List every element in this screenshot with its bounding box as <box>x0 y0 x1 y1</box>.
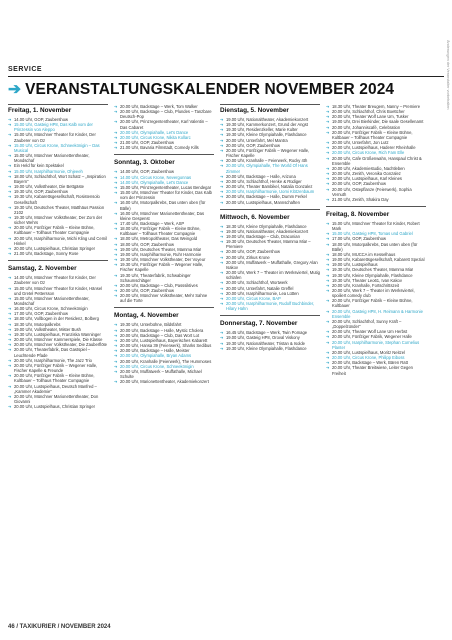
event-item: ➔ 20.00 Uhr, Lustspielhaus, Bayerisches Kabarett <box>114 338 214 343</box>
page-footer: 46 / TAXIKURIER / NOVEMBER 2024 <box>8 624 111 630</box>
day-heading: Donnerstag, 7. November <box>220 315 320 327</box>
event-item: ➔ 20.00 Uhr, Ostepflanze (Feierwerk), Sophia Vernuth <box>326 187 426 197</box>
event-item: ➔ 20.00 Uhr, Akademiestudio, Nachtleben <box>326 166 426 171</box>
event-item: ➔ 20.00 Uhr, Schlachthof, Henke & Rüdiger <box>220 179 320 184</box>
event-item: ➔ 20.00 Uhr, Zenith, Veronika Gonzalez <box>326 171 426 176</box>
event-item: ➔ 20.00 Uhr, Olympiahalle, Let's Dance <box>114 130 214 135</box>
arrow-icon: ➔ <box>8 81 22 98</box>
event-item: ➔ 18.00 Uhr, Schlachthof, Wort Schatz – „Inspiration Bayern“ <box>8 174 108 184</box>
event-item: ➔ 20.00 Uhr, Circus Krone, BAP <box>220 296 320 301</box>
event-item: ➔ 20.00 Uhr, Theater Bambikel, Natalia Gonzalez <box>220 184 320 189</box>
event-item: ➔ 20.00 Uhr, Lustspielhaus, Mannschaften <box>220 200 320 205</box>
event-item: ➔ 19.30 Uhr, Münchner Volkstheater, Der Voyeur <box>114 257 214 262</box>
event-item: ➔ 20.00 Uhr, Johanniscafé, Celebration <box>326 125 426 130</box>
event-item: ➔ 20.00 Uhr, Olympiahalle, Bryan Adams <box>114 353 214 358</box>
calendar-column-4 <box>326 104 426 622</box>
event-item: ➔ 20.00 Uhr, Fünfziger Fabrik – Wegener Halle, Fischer Kapelle & Freunde <box>8 363 108 373</box>
headline-text: VERANSTALTUNGSKALENDER NOVEMBER 2024 <box>25 81 395 98</box>
event-item: ➔ 20.00 Uhr, Backstage – Werk, Bären Ratt <box>326 360 426 365</box>
event-item: ➔ 20.00 Uhr, Muffatwerk – Muffathalle, Gregory Alan Isakov <box>220 260 320 270</box>
event-item: ➔ 19.00 Uhr, Kabarettsgesellschaft, Kabarett Spezial <box>326 257 426 262</box>
event-item: ➔ 19.00 Uhr, Nationaltheater, Akademiekonzert <box>220 117 320 122</box>
event-item: ➔ 19.30 Uhr, Unterbühne, Bildsfahrt <box>114 322 214 327</box>
event-item: ➔ 14.00 Uhr, GOP, Zaubershow <box>8 117 108 122</box>
event-item: ➔ 19.30 Uhr, Theaterfabrik, Schwabinger Schaumschläger <box>114 273 214 283</box>
event-item: ➔ 20.00 Uhr, Backstage – Halle, Mystic Cholera <box>114 328 214 333</box>
event-item: ➔ 14.00 Uhr, GOP, Zaubershow <box>114 169 214 174</box>
page-headline <box>8 80 394 99</box>
event-item: ➔ 18.00 Uhr, Fünfziger Fabrik – Kleine Bühne, Kultbauer – Tollhaus Theater Compagnie <box>114 226 214 236</box>
event-item: ➔ 18.30 Uhr, Kleine Olympiahalle, Flashdance <box>220 224 320 229</box>
event-item: ➔ 19.30 Uhr, Kammerkonzert, Grund der Angst <box>220 122 320 127</box>
event-item: ➔ 20.00 Uhr, GOP, Zaubershow <box>220 143 320 148</box>
calendar-column-3 <box>220 104 320 622</box>
event-item: ➔ 20.00 Uhr, Fünfziger Fabrik, Wegener Halle <box>326 334 426 339</box>
event-item: ➔ 20.00 Uhr, Kranhalle, Fortschrittszeit <box>326 283 426 288</box>
event-item: ➔ 18.00 Uhr, Vollbogen in der Residenz, Bolberg <box>8 316 108 321</box>
event-item: ➔ 19.00 Uhr, Volkstheater, Die Bettgäste <box>8 184 108 189</box>
day-heading: Freitag, 1. November <box>8 104 108 114</box>
event-item: ➔ 16.00 Uhr, Circus Krone, Schneekönigin <box>8 306 108 311</box>
event-item: ➔ 20.00 Uhr, Backstage – Halle, Dumm Ferkel <box>220 194 320 199</box>
event-item: ➔ 18.00 Uhr, GOP, Zaubershow <box>114 242 214 247</box>
block-gap <box>326 376 426 380</box>
event-item: ➔ 19.30 Uhr, Münchner Volkstheater, Der Zorn der sicher Wehrs <box>8 215 108 225</box>
section-label: SERVICE <box>8 66 43 73</box>
event-item: ➔ 21.00 Uhr, Bavaria Filmstadt, Comedy Kills <box>114 145 214 150</box>
event-item: ➔ 20.00 Uhr, Backstage – Club, Das Wort Lot <box>114 333 214 338</box>
event-item: ➔ 20.00 Uhr, Unterfahrt, Natalie Greffel <box>220 286 320 291</box>
event-item: ➔ 20.00 Uhr, Schlachthof, Sunny Kraft – „Doppelzünder“ <box>326 319 426 329</box>
event-item: ➔ 15.00 Uhr, Münchner Marionettentheater, Mondschaf <box>8 153 108 163</box>
day-heading: Samstag, 2. November <box>8 260 108 272</box>
event-item: ➔ 15.00 Uhr, Münchner Theater für Kinder, Das Kalb vom der Prinzessin <box>114 190 214 200</box>
event-item: ➔ 19.00 Uhr, Deutsches Theater, Mamma Mia! <box>114 247 214 252</box>
event-item: ➔ 19.30 Uhr, Kleine Olympiahalle, Flashdance <box>326 273 426 278</box>
event-item: ➔ 18.00 Uhr, Motorpalkrebs, Das unten oben (für Bälle) <box>326 242 426 252</box>
event-item: ➔ 20.00 Uhr, Kranhalle (Feierwerk), The Hummoses <box>114 359 214 364</box>
event-item: ➔ 20.00 Uhr, Fünfziger Fabrik – Kleine Bühne, Kultbauer – Tollhaus Theater Compagnie <box>326 130 426 140</box>
day-heading: Dienstag, 5. November <box>220 104 320 114</box>
event-item: ➔ 15.00 Uhr, Münchner Marionettentheater, Mondschaf <box>8 296 108 306</box>
event-item: ➔ Ein Held für kein Spektakel <box>8 163 108 168</box>
event-item: ➔ 19.30 Uhr, Kleine Olympiahalle, Flashdance <box>220 132 320 137</box>
block-gap <box>114 384 214 388</box>
event-item: ➔ 20.00 Uhr, Fünfziger Fabrik – Wegener Halle, Fischer Kapelle <box>220 148 320 158</box>
event-item: ➔ 20.00 Uhr, Kranhalle – Feierwerk, Rocky 4th <box>220 158 320 163</box>
event-item: ➔ 20.00 Uhr, Backstage – Halle, Meister <box>114 348 214 353</box>
event-item: ➔ 20.00 Uhr, Isarphilharmonie, Rudolf Buchbinder, Hilary Hahn <box>220 301 320 311</box>
event-item: ➔ 20.00 Uhr, Backstage – Club, Plundes – Tanzbare Deutsch-Pop <box>114 109 214 119</box>
calendar-column-2 <box>114 104 214 622</box>
event-item: ➔ 20.00 Uhr, Lustspielhaus, Karl Kleines <box>326 176 426 181</box>
event-item: ➔ 16.00 Uhr, Motorpalkrebs, Das unten oben (für Bälle) <box>114 200 214 210</box>
event-item: ➔ 20.00 Uhr, Theater Wolf Lane Um Herbst <box>326 329 426 334</box>
top-rule <box>8 76 444 77</box>
event-item: ➔ 19.00 Uhr, Gasteig HP8, Oroval Viskony <box>220 335 320 340</box>
event-item: ➔ 20.00 Uhr, Cafe Größenwahn, Hanspaul Christ & Ensemble <box>326 156 426 166</box>
event-item: ➔ 19.30 Uhr, Deutsches Theater, Mamma Mia! <box>326 267 426 272</box>
event-item: ➔ 20.00 Uhr, Circus Krone, Rich Fam Elle <box>326 150 426 155</box>
day-heading: Mittwoch, 6. November <box>220 209 320 221</box>
event-item: ➔ 20.00 Uhr, Theater Breitwiese, Leiter Gegen Freiheit <box>326 365 426 375</box>
event-item: ➔ 19.30 Uhr, Deutsches Theater, Matthäus Passion 2102 <box>8 205 108 215</box>
sidebar-disclaimer: Änderungen der Veranstalter vorbehalten <box>446 40 450 110</box>
event-item: ➔ 19.30 Uhr, Fünfziger Fabrik – Wegener Halle, Fischer Kapelle <box>114 262 214 272</box>
event-item: ➔ 15.00 Uhr, Münchner Theater für Kinder, Hänsel und Gretel Pettersson <box>8 286 108 296</box>
event-item: ➔ 16.45 Uhr, Backstage – Werk, Twin Pomage <box>220 330 320 335</box>
event-item: ➔ 19.30 Uhr, Kabarettsgesellschaft, Rosistensolo Gesellschaft <box>8 194 108 204</box>
event-item: ➔ 20.00 Uhr, Isarphilharmonie, Michi Kling und Cemil Hinkel <box>8 236 108 246</box>
event-item: ➔ 20.00 Uhr, Circus Krone, Nikita Kollarc <box>114 135 214 140</box>
block-gap <box>8 409 108 413</box>
event-item: ➔ 19.30 Uhr, Theater Leo61, Ivan Kakov <box>326 278 426 283</box>
event-item: ➔ 21.00 Uhr, GOP, Zaubershow <box>114 140 214 145</box>
event-item: ➔ 15.00 Uhr, Münchner Theater für Kinder, Der Zauberer von Oz <box>8 132 108 142</box>
event-item: ➔ 20.00 Uhr, Isarphilharmonie, The Jazz Trio <box>8 358 108 363</box>
event-item: ➔ 20.00 Uhr, Schlachthof, Chris Boettcher <box>326 109 426 114</box>
event-item: ➔ 20.00 Uhr, Schlachthof, Wortwerk <box>220 280 320 285</box>
event-item: ➔ 20.00 Uhr, Lustspielhaus, Deutsch Manfred – „Kammer Akademie“ <box>8 384 108 394</box>
event-item: ➔ 19.00 Uhr, Backstage – Club, Draconian <box>220 234 320 239</box>
event-item: ➔ 20.00 Uhr, Isarphilharmonie, Stephan Cornelius Planter <box>326 340 426 350</box>
event-item: ➔ 17.00 Uhr, GOP, Zaubershow <box>8 311 108 316</box>
event-item: ➔ 18.00 Uhr, Metropoltheater, Das Weingold <box>114 236 214 241</box>
event-item: ➔ 14.00 Uhr, Circus Krone, Nevergonnas <box>114 175 214 180</box>
calendar-column-1 <box>8 104 108 622</box>
block-gap <box>220 351 320 355</box>
event-item: ➔ 21.00 Uhr, Zenith, Shakira Day <box>326 197 426 202</box>
event-item: ➔ 20.00 Uhr, Prinzregententheater, Karl Valentin – Das Cabaret <box>114 119 214 129</box>
event-item: ➔ 20.00 Uhr, Münchner Kammerspiele, Die Klasse <box>8 337 108 342</box>
event-item: ➔ 20.00 Uhr, Isarphilharmonie, Uomi Klötzenbaum <box>220 189 320 194</box>
event-item: ➔ 20.00 Uhr, Fünfziger Fabrik – Kleine Bühne, Kultbauer – Tollhaus Theater Compagnie <box>8 373 108 383</box>
event-item: ➔ 14.00 Uhr, Olympiahalle, Let's Dance <box>114 180 214 185</box>
event-item: ➔ 19.30 Uhr, Lustspielhaus, Franziska Wanninger <box>8 332 108 337</box>
event-item: ➔ 20.00 Uhr, Münchner Volkstheater, Die Zauberflöte <box>8 342 108 347</box>
event-item: ➔ 14.00 Uhr, Münchner Theater für Kinder, Der Zauberer von Oz <box>8 275 108 285</box>
event-item: ➔ 19.30 Uhr, GOP, Zaubershow <box>8 189 108 194</box>
event-item: ➔ 20.00 Uhr, Werk 7 – Theater im Werksviertel, spoiliert comedy club <box>326 288 426 298</box>
event-item: ➔ 20.00 Uhr, Isarphilharmonie, Lea Lütten <box>220 291 320 296</box>
event-item: ➔ 20.00 Uhr, Unterfahrt, Mel Mantra <box>220 138 320 143</box>
day-heading: Montag, 4. November <box>114 307 214 319</box>
event-item: ➔ 19.30 Uhr, Residenzkeller, Marie Kulter <box>220 127 320 132</box>
event-item: ➔ 20.00 Uhr, Theater Wolf Lane Um, Tusker <box>326 114 426 119</box>
event-item: ➔ 15.00 Uhr, Münchner Theater für Kinder, Robert Mark <box>326 221 426 231</box>
event-item: ➔ 20.00 Uhr, Münchner Marionettentheater, Don Giovanni <box>8 394 108 404</box>
event-item: ➔ 19.00 Uhr, Lustspielhaus <box>326 262 426 267</box>
event-item: ➔ 21.00 Uhr, Backstage, Sonny Rose <box>8 251 108 256</box>
event-item: ➔ 20.00 Uhr, Werk 7 – Theater im Werksviertel, Mutig schlafen <box>220 270 320 280</box>
event-item: ➔ 17.40 Uhr, Backstage – Werk, ASP <box>114 221 214 226</box>
event-item: ➔ 15.00 Uhr, Gasteig HP8, Das Kalb vom der Prinzessin von Aleppo <box>8 122 108 132</box>
event-item: ➔ 18.30 Uhr, Motorpalkrebs <box>8 322 108 327</box>
event-item: ➔ 20.00 Uhr, Münchner Volkstheater, Mehr Sahne auf die Torte <box>114 293 214 303</box>
event-item: ➔ 20.00 Uhr, Muffatwerk – Muffathalle, Michael Schulte <box>114 369 214 379</box>
day-heading: Freitag, 8. November <box>326 206 426 218</box>
calendar-columns <box>8 104 430 622</box>
event-item: ➔ 20.00 Uhr, Backstage – Club, Passsiktives <box>114 283 214 288</box>
event-item: ➔ 16.00 Uhr, Münchner Marionettentheater, Das kleine Gespenst <box>114 211 214 221</box>
event-item: ➔ 15.00 Uhr, Isarphilharmonie, Ohjeeeh <box>8 169 108 174</box>
event-item: ➔ 15.00 Uhr, Circus Krone, Schneekönigin – Das Musical <box>8 143 108 153</box>
event-item: ➔ 20.00 Uhr, Fünfziger Fabrik – Kleine Bühne, Kultbauer – Tollhaus Theater Compagnie <box>8 225 108 235</box>
event-item: ➔ 20.00 Uhr, Circus Krone, Philipp Eiboss <box>326 355 426 360</box>
event-item: ➔ 20.00 Uhr, GOP, Zaubershow <box>326 181 426 186</box>
event-item: ➔ 17.00 Uhr, GOP, Zaubershow <box>326 236 426 241</box>
event-item: ➔ 19.30 Uhr, Kleine Olympiahalle, Flashdance <box>220 346 320 351</box>
event-item: ➔ 20.00 Uhr, Gasteig HP8, H. Reimann & Harmonie Ensemble <box>326 309 426 319</box>
event-item: ➔ 20.00 Uhr, Backstage – Halle, Arizona <box>220 174 320 179</box>
event-item: ➔ 20.00 Uhr, Backstage – Werk, Tom Walker <box>114 104 214 109</box>
event-item: ➔ 20.00 Uhr, Lustspielhaus, Moritz Neitzel <box>326 350 426 355</box>
event-item: ➔ 19.30 Uhr, Nationaltheater, Tristan & Isolde <box>220 341 320 346</box>
event-item: ➔ 18.30 Uhr, Theater Breugem, Nanny – Premiere <box>326 104 426 109</box>
event-item: ➔ 18.00 Uhr, MUCCA im Kesselhaus <box>326 252 426 257</box>
event-item: ➔ 20.00 Uhr, Fünfziger Fabrik – Kleine Bühne, Kultbauer <box>326 298 426 308</box>
event-item: ➔ 20.00 Uhr, Lustspielhaus, Christian Springer <box>8 404 108 409</box>
event-item: ➔ 20.00 Uhr, Marionettentheater, Akademiekonzert <box>114 379 214 384</box>
event-item: ➔ 20.00 Uhr, Hansa 39 (Feierwerk), Sharks Sedibus <box>114 343 214 348</box>
event-item: ➔ 20.00 Uhr, Lustspielhaus, Haderer Rheinhalle <box>326 145 426 150</box>
event-item: ➔ 20.00 Uhr, Olympiahalle, The World Of Hans Zimmer <box>220 163 320 173</box>
event-item: ➔ 19.30 Uhr, Deutsches Theater, Mamma Mia! – Premiere <box>220 239 320 249</box>
event-item: ➔ 15.00 Uhr, Gasteig HP8, Tomas und Gabriel <box>326 231 426 236</box>
event-item: ➔ 20.00 Uhr, GOP, Zaubershow <box>220 249 320 254</box>
event-item: ➔ 19.00 Uhr, Volkstheater, Mister Bush <box>8 327 108 332</box>
day-heading: Sonntag, 3. Oktober <box>114 154 214 166</box>
event-item: ➔ 15.00 Uhr, Prinzregententheater, Lucas Bendegar <box>114 185 214 190</box>
event-item: ➔ 20.00 Uhr, Zirkus Krone <box>220 255 320 260</box>
event-item: ➔ 20.00 Uhr, Lustspielhaus, Christian Springer <box>8 246 108 251</box>
event-item: ➔ 20.00 Uhr, Unterfahrt, Jon Lutz <box>326 140 426 145</box>
event-item: ➔ 20.00 Uhr, GOP, Zaubershow <box>114 288 214 293</box>
event-item: ➔ 19.00 Uhr, Drei Bierkinder, Die saale Gesellenamt <box>326 119 426 124</box>
event-item: ➔ 20.00 Uhr, Circus Krone, Schneekönigin <box>114 364 214 369</box>
event-item: ➔ 19.00 Uhr, Nationaltheater, Akademiekonzert <box>220 229 320 234</box>
event-item: ➔ 19.00 Uhr, Isarphilharmonie, Ruhr Harmonie <box>114 252 214 257</box>
event-item: ➔ 20.00 Uhr, Theaterfabrik, Das Gastspiel – Leuchtende Pfade <box>8 347 108 357</box>
